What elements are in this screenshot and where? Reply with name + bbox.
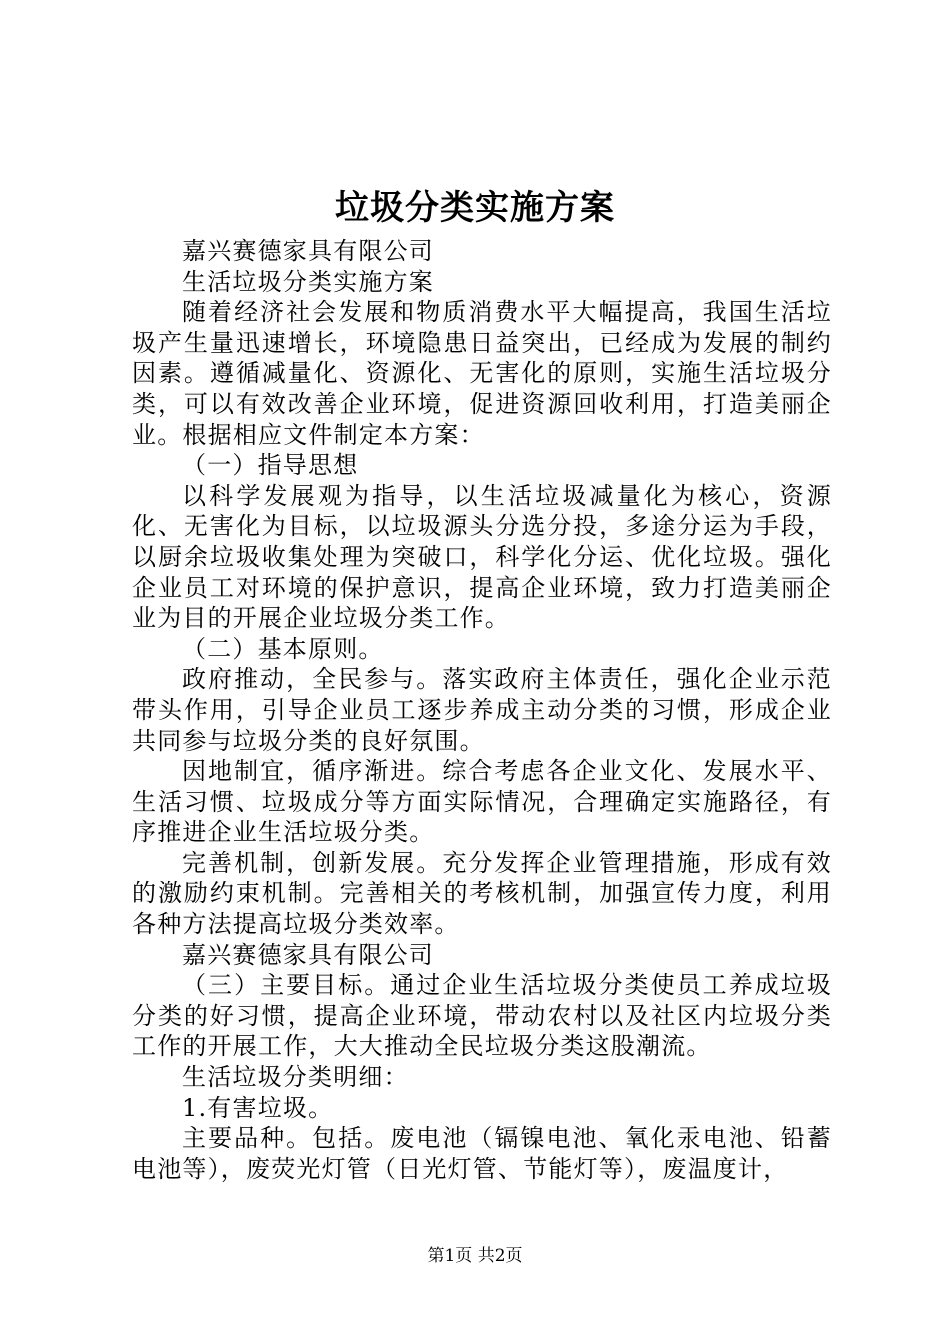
paragraph-principle-local: 因地制宜，循序渐进。综合考虑各企业文化、发展水平、生活习惯、垃圾成分等方面实际情况，合理确定实施路径，有序推进企业生活垃圾分类。 — [132, 757, 832, 847]
page-footer: 第1页 共2页 — [427, 1246, 523, 1266]
document-title: 垃圾分类实施方案 — [335, 188, 615, 228]
paragraph-company-name-repeat: 嘉兴赛德家具有限公司 — [182, 940, 434, 969]
paragraph-main-goals: （三）主要目标。通过企业生活垃圾分类使员工养成垃圾分类的好习惯，提高企业环境，带动农村以及社区内垃圾分类工作的开展工作，大大推动全民垃圾分类这股潮流。 — [132, 971, 832, 1061]
paragraph-hazardous-waste-items: 主要品种。包括。废电池（镉镍电池、氧化汞电池、铅蓄电池等），废荧光灯管（日光灯管、节能灯等），废温度计， — [132, 1124, 832, 1183]
section-heading-basic-principles: （二）基本原则。 — [182, 634, 384, 663]
document-body — [132, 236, 832, 1184]
paragraph-principle-mechanism: 完善机制，创新发展。充分发挥企业管理措施，形成有效的激励约束机制。完善相关的考核机制，加强宣传力度，利用各种方法提高垃圾分类效率。 — [132, 848, 832, 939]
paragraph-hazardous-waste-heading: 1.有害垃圾。 — [182, 1093, 334, 1122]
paragraph-guiding-ideology: 以科学发展观为指导，以生活垃圾减量化为核心，资源化、无害化为目标，以垃圾源头分选分投，多途分运为手段，以厨余垃圾收集处理为突破口，科学化分运、优化垃圾。强化企业员工对环境的保护意识，提高企业环境，致力打造美丽企业为目的开展企业垃圾分类工作。 — [132, 481, 832, 633]
paragraph-plan-name: 生活垃圾分类实施方案 — [182, 267, 434, 296]
paragraph-classification-details: 生活垃圾分类明细： — [182, 1063, 409, 1092]
paragraph-background: 随着经济社会发展和物质消费水平大幅提高，我国生活垃圾产生量迅速增长，环境隐患日益突出，已经成为发展的制约因素。遵循减量化、资源化、无害化的原则，实施生活垃圾分类，可以有效改善企业环境，促进资源回收利用，打造美丽企业。根据相应文件制定本方案： — [132, 298, 832, 449]
paragraph-company-name: 嘉兴赛德家具有限公司 — [182, 237, 434, 265]
section-heading-guiding-ideology: （一）指导思想 — [182, 451, 359, 480]
paragraph-principle-government: 政府推动，全民参与。落实政府主体责任，强化企业示范带头作用，引导企业员工逐步养成主动分类的习惯，形成企业共同参与垃圾分类的良好氛围。 — [132, 665, 832, 755]
